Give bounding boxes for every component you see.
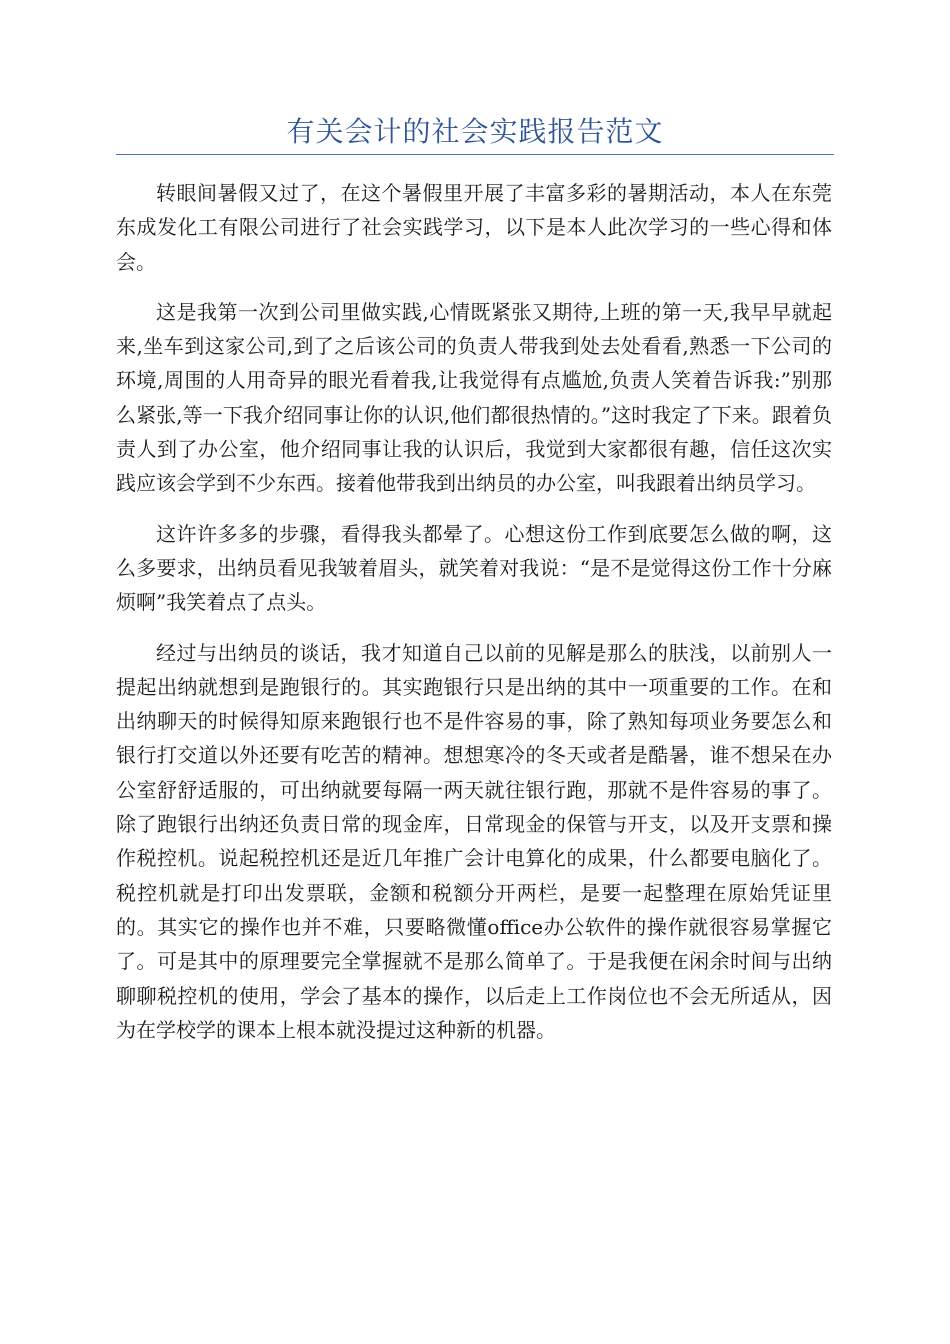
document-body — [116, 176, 832, 1063]
paragraph-3: 这许许多多的步骤，看得我头都晕了。心想这份工作到底要怎么做的啊，这么多要求，出纳员看见我皱着眉头，就笑着对我说：“是不是觉得这份工作十分麻烦啊”我笑着点了点头。 — [116, 521, 832, 615]
title-underline — [116, 154, 834, 155]
document-title: 有关会计的社会实践报告范文 — [286, 115, 664, 148]
paragraph-2: 这是我第一次到公司里做实践,心情既紧张又期待,上班的第一天,我早早就起来,坐车到这家公司,到了之后该公司的负责人带我到处去处看看,熟悉一下公司的环境,周围的人用奇异的眼光看着我,让我觉得有点尴尬,负责人笑着告诉我:”别那么紧张,等一下我介绍同事让你的认识,他们都很热情的。”这时我定了下来。跟着负责人到了办公室，他介绍同事让我的认识后，我觉到大家都很有趣，信任这次实践应该会学到不少东西。接着他带我到出纳员的办公室，叫我跟着出纳员学习。 — [116, 299, 832, 496]
paragraph-1: 转眼间暑假又过了，在这个暑假里开展了丰富多彩的暑期活动，本人在东莞东成发化工有限公司进行了社会实践学习，以下是本人此次学习的一些心得和体会。 — [116, 181, 832, 274]
paragraph-4: 经过与出纳员的谈话，我才知道自己以前的见解是那么的肤浅，以前别人一提起出纳就想到是跑银行的。其实跑银行只是出纳的其中一项重要的工作。在和出纳聊天的时候得知原来跑银行也不是件容易的事，除了熟知每项业务要怎么和银行打交道以外还要有吃苦的精神。想想寒冷的冬天或者是酷暑，谁不想呆在办公室舒舒适服的，可出纳就要每隔一两天就往银行跑，那就不是件容易的事了。除了跑银行出纳还负责日常的现金库，日常现金的保管与开支，以及开支票和操作税控机。说起税控机还是近几年推广会计电算化的成果，什么都要电脑化了。税控机就是打印出发票联，金额和税额分开两栏，是要一起整理在原始凭证里的。其实它的操作也并不难，只要略微懂office办公软件的操作就很容易掌握它了。可是其中的原理要完全掌握就不是那么简单了。于是我便在闲余时间与出纳聊聊税控机的使用，学会了基本的操作，以后走上工作岗位也不会无所适从，因为在学校学的课本上根本就没提过这种新的机器。 — [116, 640, 832, 1042]
